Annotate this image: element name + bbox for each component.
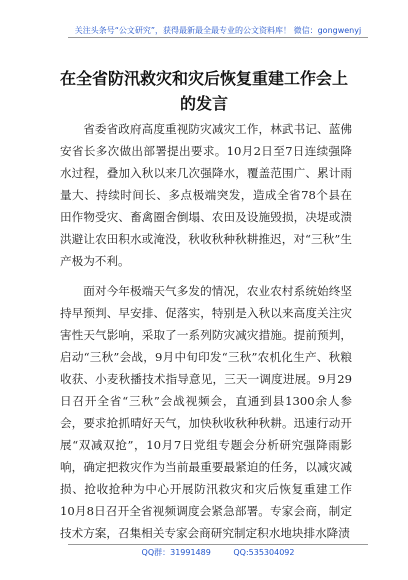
header-banner[interactable]: 关注头条号“公文研究”，获得最新最全最专业的公文资料库！ 微信：gongwenyj [74, 26, 362, 35]
document-title: 在全省防汛救灾和灾后恢复重建工作会上的发言 [59, 69, 348, 113]
footer [70, 547, 366, 559]
document-body [60, 118, 352, 552]
footer-qq: QQ:535304092 [233, 548, 295, 557]
header-divider [68, 37, 368, 38]
paragraph-2: 面对今年极端天气多发的情况，农业农村系统始终坚持早预判、早安排、促落实，特别是入秋以来高度关注灾害性天气影响，采取了一系列防灾减灾措施。提前预判，启动“三秋”会战，9月中旬印发“三秋”农机化生产、秋粮收获、小麦秋播技术指导意见，三天一调度进展。9月29日召开全省“三秋”会战视频会，直通到县1300余人参会，要求抢抓晴好天气，加快秋收秋种秋耕。迅速行动开展“双减双抢”，10月7日党组专题会分析研究强降雨影响，确定把救灾作为当前最重要最紧迫的任务，以减灾减损、抢收抢种为中心开展防汛救灾和灾后恢复重建工作10月8日召开全省视频调度会紧急部署。专家会商，制定技术方案，召集相关专家会商研究制定积水地块排水降渍 [60, 284, 352, 540]
footer-qq-group: QQ群：31991489 [141, 548, 211, 557]
paragraph-1: 省委省政府高度重视防灾减灾工作，林武书记、蓝佛安省长多次做出部署提出要求。10月2日至7日连续强降水过程，叠加入秋以来几次强降水，覆盖范围广、累计雨量大、持续时间长、多点极端突发，造成全省78个县在田作物受灾、畜禽圈舍倒塌、农田及设施毁损，决堤或溃洪避让农田积水或淹没，秋收秋种秋耕推迟，对“三秋”生产极为不利。 [60, 122, 352, 268]
footer-divider [68, 544, 368, 545]
